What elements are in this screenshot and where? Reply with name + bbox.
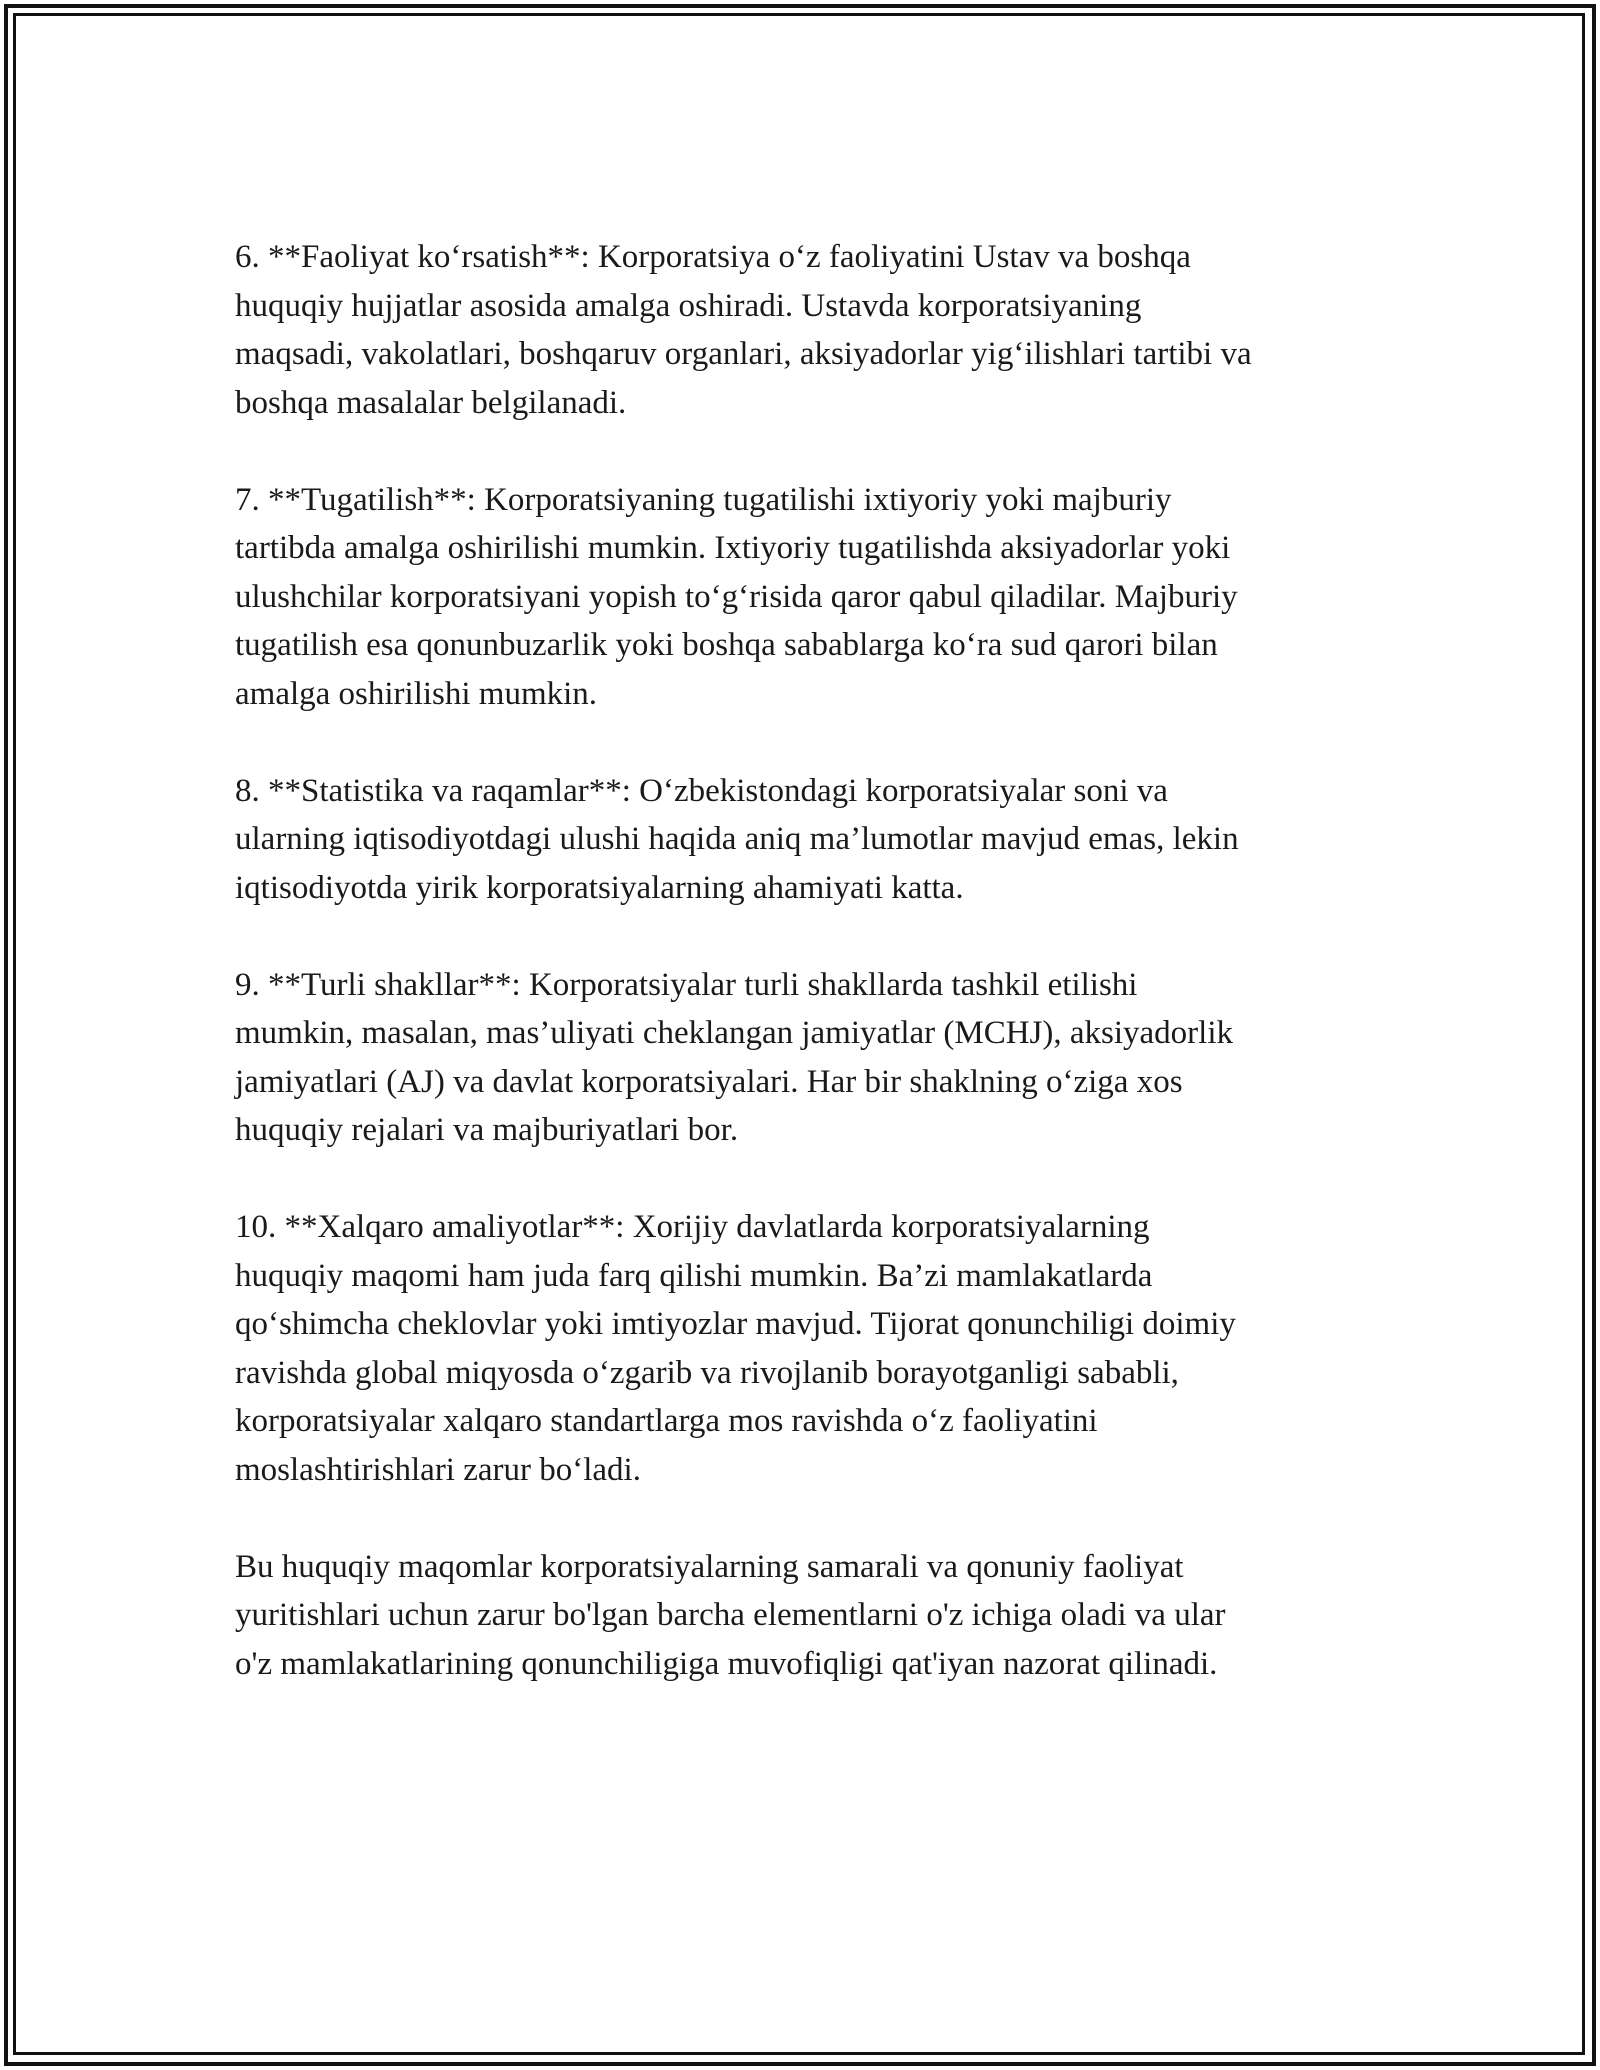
paragraph-turli-shakllar: 9. **Turli shakllar**: Korporatsiyalar turli shakllarda tashkil etilishi mumkin, masalan, mas’uliyati cheklangan jamiyatlar (MCHJ), aksiyadorlik jamiyatlari (AJ) va davlat korporatsiyalari. Har bir shaklning o‘ziga xos huquqiy rejalari va majburiyatlari bor.	[235, 966, 1234, 1148]
paragraph-tugatilish: 7. **Tugatilish**: Korporatsiyaning tugatilishi ixtiyoriy yoki majburiy tartibda amalga oshirilishi mumkin. Ixtiyoriy tugatilishda aksiyadorlar yoki ulushchilar korporatsiyani yopish to‘g‘risida qaror qabul qiladilar. Majburiy tugatilish esa qonunbuzarlik yoki boshqa sabablarga ko‘ra sud qarori bilan amalga oshirilishi mumkin.	[235, 481, 1238, 712]
paragraph-statistika: 8. **Statistika va raqamlar**: O‘zbekistondagi korporatsiyalar soni va ularning iqtisodiyotdagi ulushi haqida aniq ma’lumotlar mavjud emas, lekin iqtisodiyotda yirik korporatsiyalarning ahamiyati katta.	[235, 772, 1239, 906]
document-body	[235, 233, 1385, 1688]
paragraph-faoliyat-korsatish: 6. **Faoliyat ko‘rsatish**: Korporatsiya o‘z faoliyatini Ustav va boshqa huquqiy hujjatlar asosida amalga oshiradi. Ustavda korporatsiyaning maqsadi, vakolatlari, boshqaruv organlari, aksiyadorlar yig‘ilishlari tartibi va boshqa masalalar belgilanadi.	[235, 239, 1252, 421]
paragraph-conclusion: Bu huquqiy maqomlar korporatsiyalarning samarali va qonuniy faoliyat yuritishlari uchun zarur bo'lgan barcha elementlarni o'z ichiga oladi va ular o'z mamlakatlarining qonunchiligiga muvofiqligi qat'iyan nazorat qilinadi.	[235, 1548, 1226, 1682]
paragraph-xalqaro-amaliyotlar: 10. **Xalqaro amaliyotlar**: Xorijiy davlatlarda korporatsiyalarning huquqiy maqomi ham juda farq qilishi mumkin. Ba’zi mamlakatlarda qo‘shimcha cheklovlar yoki imtiyozlar mavjud. Tijorat qonunchiligi doimiy ravishda global miqyosda o‘zgarib va rivojlanib borayotganligi sababli, korporatsiyalar xalqaro standartlarga mos ravishda o‘z faoliyatini moslashtirishlari zarur bo‘ladi.	[235, 1209, 1236, 1488]
